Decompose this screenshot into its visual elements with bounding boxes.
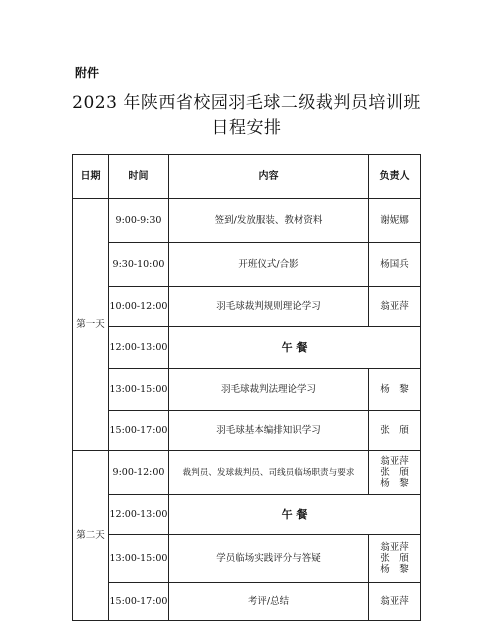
staff-name: 翁亚萍 <box>380 456 409 467</box>
content-cell: 羽毛球基本编排知识学习 <box>169 411 369 451</box>
time-cell: 15:00-17:00 <box>109 411 169 451</box>
time-cell: 9:00-12:00 <box>109 451 169 495</box>
document-title: 2023 年陕西省校园羽毛球二级裁判员培训班 <box>72 93 421 113</box>
staff-cell: 翁亚萍 <box>369 287 421 327</box>
staff-cell: 翁亚萍 <box>369 583 421 621</box>
day-label: 第二天 <box>73 451 109 621</box>
content-cell: 开班仪式/合影 <box>169 243 369 287</box>
staff-cell <box>369 451 421 495</box>
time-cell: 10:00-12:00 <box>109 287 169 327</box>
time-cell: 12:00-13:00 <box>109 327 169 369</box>
table-row <box>73 287 421 327</box>
staff-name: 翁亚萍 <box>380 542 409 553</box>
time-cell: 13:00-15:00 <box>109 535 169 583</box>
content-cell: 签到/发放服装、教材资料 <box>169 199 369 243</box>
staff-name: 杨 黎 <box>380 564 409 575</box>
time-cell: 9:30-10:00 <box>109 243 169 287</box>
lunch-cell: 午 餐 <box>169 495 421 535</box>
time-cell: 15:00-17:00 <box>109 583 169 621</box>
attachment-label: 附件 <box>75 66 100 80</box>
table-row <box>73 535 421 583</box>
content-cell: 考评/总结 <box>169 583 369 621</box>
header-time: 时间 <box>109 155 169 199</box>
header-content: 内容 <box>169 155 369 199</box>
table-row <box>73 451 421 495</box>
time-cell: 13:00-15:00 <box>109 369 169 411</box>
schedule-table <box>72 154 421 621</box>
content-cell: 学员临场实践评分与答疑 <box>169 535 369 583</box>
content-cell: 羽毛球裁判法理论学习 <box>169 369 369 411</box>
header-date: 日期 <box>73 155 109 199</box>
content-cell: 羽毛球裁判规则理论学习 <box>169 287 369 327</box>
staff-cell: 谢妮娜 <box>369 199 421 243</box>
content-cell: 裁判员、发球裁判员、司线员临场职责与要求 <box>169 451 369 495</box>
staff-cell <box>369 535 421 583</box>
staff-name: 张 頎 <box>380 553 409 564</box>
table-row-lunch <box>73 327 421 369</box>
staff-cell: 张 頎 <box>369 411 421 451</box>
table-row <box>73 411 421 451</box>
table-row <box>73 243 421 287</box>
staff-cell: 杨 黎 <box>369 369 421 411</box>
table-header-row <box>73 155 421 199</box>
day-label: 第一天 <box>73 199 109 451</box>
staff-cell: 杨国兵 <box>369 243 421 287</box>
table-row <box>73 369 421 411</box>
time-cell: 9:00-9:30 <box>109 199 169 243</box>
staff-name: 杨 黎 <box>380 478 409 489</box>
staff-name: 张 頎 <box>380 467 409 478</box>
table-row <box>73 199 421 243</box>
time-cell: 12:00-13:00 <box>109 495 169 535</box>
header-staff: 负责人 <box>369 155 421 199</box>
lunch-cell: 午 餐 <box>169 327 421 369</box>
table-row <box>73 583 421 621</box>
table-row-lunch <box>73 495 421 535</box>
document-subtitle: 日程安排 <box>211 118 282 138</box>
